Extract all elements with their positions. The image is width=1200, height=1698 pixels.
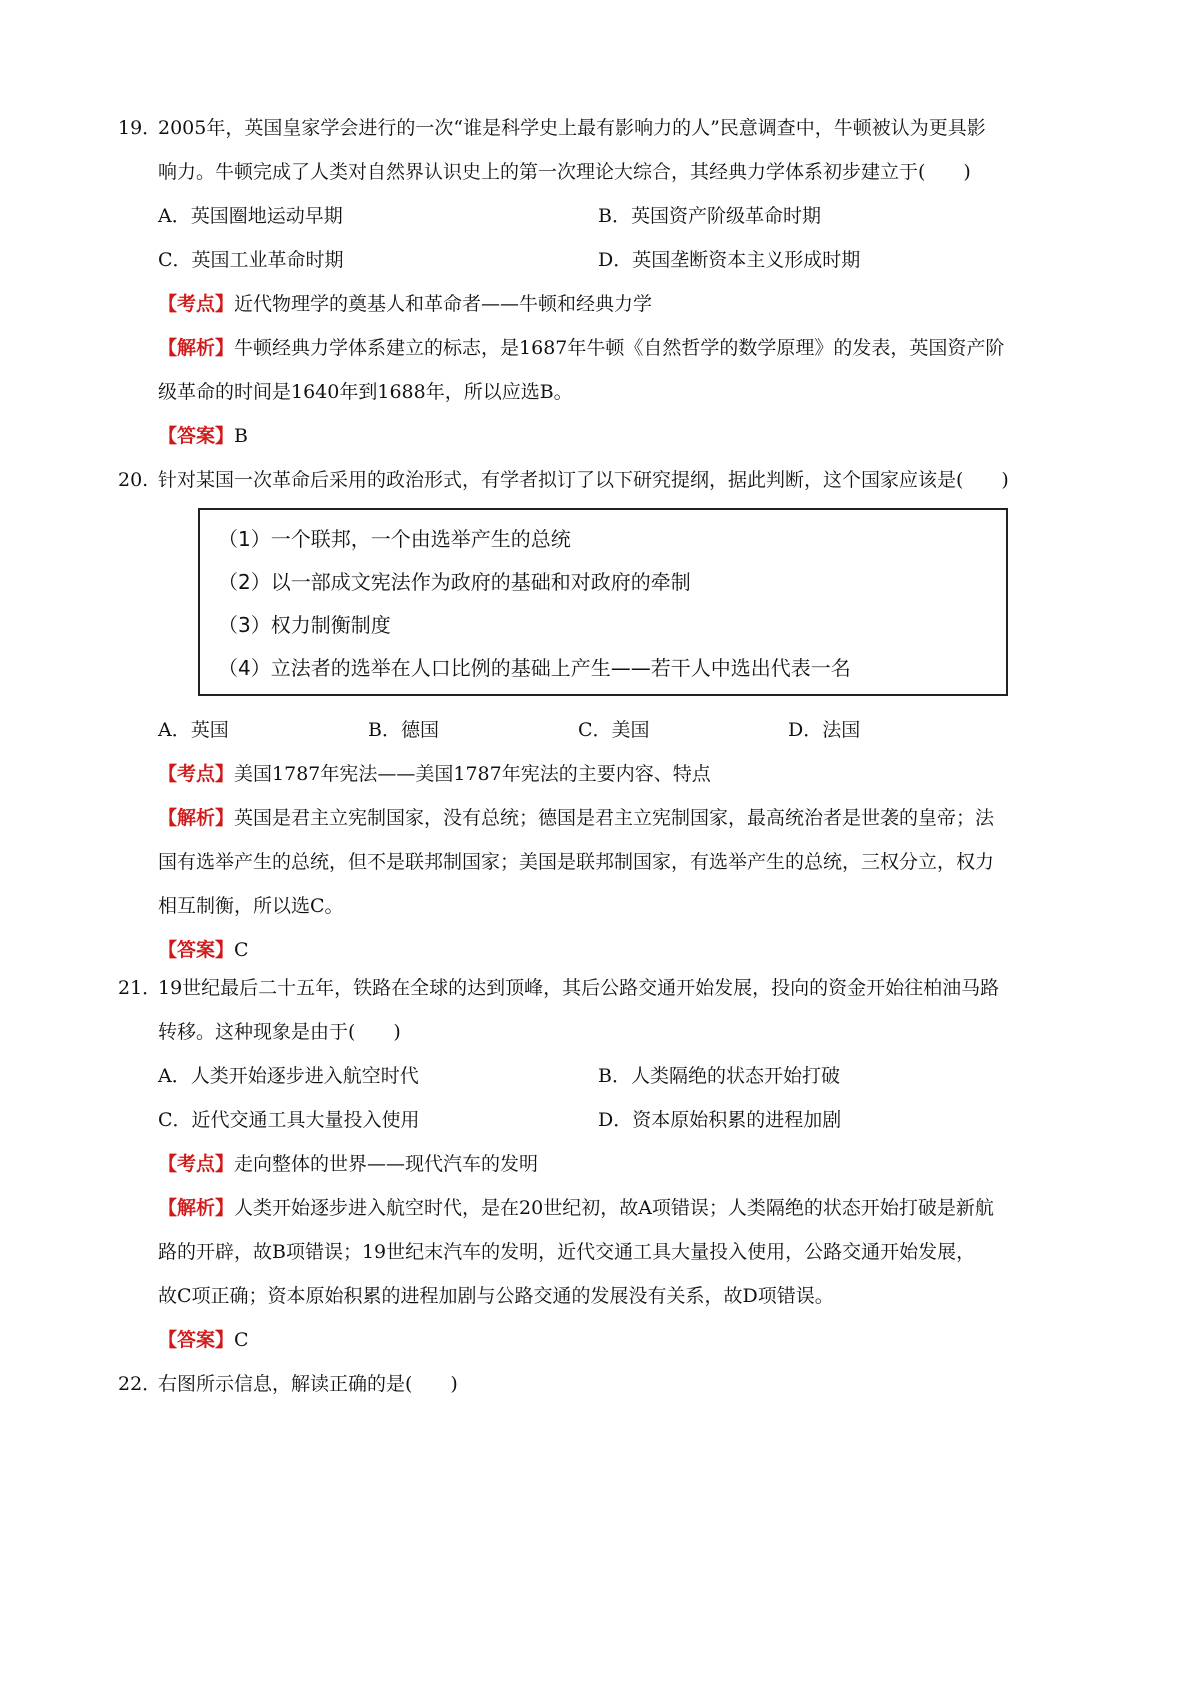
jiexi-line	[118, 326, 1098, 370]
daan-text: C	[234, 939, 249, 961]
daan-label: 【答案】	[158, 425, 235, 447]
kaodian-label: 【考点】	[158, 1153, 235, 1175]
question-number: 19．	[118, 117, 162, 139]
options-row	[118, 194, 1098, 238]
jiexi-line	[118, 1186, 1098, 1230]
question-stem: 19世纪最后二十五年，铁路在全球的达到顶峰，其后公路交通开始发展，投向的资金开始往柏油马路	[158, 977, 1000, 999]
question-stem-cont: 转移。这种现象是由于( )	[158, 1021, 401, 1043]
kaodian-label: 【考点】	[158, 763, 235, 785]
option-b: B．德国	[368, 719, 439, 741]
question-number: 22．	[118, 1373, 162, 1395]
daan-label: 【答案】	[158, 939, 235, 961]
option-c: C．美国	[578, 719, 650, 741]
kaodian-line	[118, 1142, 1098, 1186]
option-d: D．法国	[788, 719, 861, 741]
option-c: C．英国工业革命时期	[158, 249, 344, 271]
daan-line	[118, 1318, 1098, 1362]
jiexi-label: 【解析】	[158, 337, 235, 359]
jiexi-label: 【解析】	[158, 807, 235, 829]
jiexi-line-cont: 国有选举产生的总统，但不是联邦制国家；美国是联邦制国家，有选举产生的总统，三权分立，权力	[158, 851, 995, 873]
daan-line	[118, 414, 1098, 458]
kaodian-line	[118, 752, 1098, 796]
question-stem: 右图所示信息，解读正确的是( )	[158, 1373, 458, 1395]
options-row	[118, 1098, 1098, 1142]
question-stem: 2005年，英国皇家学会进行的一次“谁是科学史上最有影响力的人”民意调查中，牛顿被认为更具影	[158, 117, 986, 139]
daan-label: 【答案】	[158, 1329, 235, 1351]
kaodian-label: 【考点】	[158, 293, 235, 315]
jiexi-line-cont: 相互制衡，所以选C。	[158, 895, 344, 917]
option-b: B．人类隔绝的状态开始打破	[598, 1065, 840, 1087]
options-row	[118, 238, 1098, 282]
jiexi-line-cont: 路的开辟，故B项错误；19世纪末汽车的发明，近代交通工具大量投入使用，公路交通开始发展，	[158, 1241, 976, 1263]
jiexi-line	[118, 796, 1098, 840]
question-number: 20.	[118, 469, 149, 491]
jiexi-text: 人类开始逐步进入航空时代，是在20世纪初，故A项错误；人类隔绝的状态开始打破是新航	[234, 1197, 994, 1219]
question-20	[118, 458, 1098, 972]
kaodian-text: 美国1787年宪法——美国1787年宪法的主要内容、特点	[234, 763, 711, 785]
question-number: 21．	[118, 977, 162, 999]
options-row	[118, 1054, 1098, 1098]
outline-item-2: （2）以一部成文宪法作为政府的基础和对政府的牵制	[218, 570, 691, 594]
outline-item-3: （3）权力制衡制度	[218, 613, 391, 637]
daan-text: B	[234, 425, 248, 447]
daan-text: C	[234, 1329, 249, 1351]
question-stem-cont: 响力。牛顿完成了人类对自然界认识史上的第一次理论大综合，其经典力学体系初步建立于( )	[158, 161, 971, 183]
kaodian-line	[118, 282, 1098, 326]
outline-item-1: （1）一个联邦，一个由选举产生的总统	[218, 527, 571, 551]
question-stem: 针对某国一次革命后采用的政治形式，有学者拟订了以下研究提纲，据此判断，这个国家应该是( )	[158, 469, 1009, 491]
kaodian-text: 走向整体的世界——现代汽车的发明	[234, 1153, 539, 1175]
option-a: A．人类开始逐步进入航空时代	[158, 1065, 419, 1087]
jiexi-line-cont: 故C项正确；资本原始积累的进程加剧与公路交通的发展没有关系，故D项错误。	[158, 1285, 834, 1307]
outline-box	[198, 508, 1008, 696]
jiexi-text: 英国是君主立宪制国家，没有总统；德国是君主立宪制国家，最高统治者是世袭的皇帝；法	[234, 807, 995, 829]
outline-item-4: （4）立法者的选举在人口比例的基础上产生——若干人中选出代表一名	[218, 656, 851, 680]
option-d: D．英国垄断资本主义形成时期	[598, 249, 861, 271]
jiexi-text: 牛顿经典力学体系建立的标志，是1687年牛顿《自然哲学的数学原理》的发表，英国资产阶	[234, 337, 1005, 359]
option-c: C．近代交通工具大量投入使用	[158, 1109, 420, 1131]
jiexi-label: 【解析】	[158, 1197, 235, 1219]
option-d: D．资本原始积累的进程加剧	[598, 1109, 842, 1131]
question-19	[118, 106, 1098, 458]
kaodian-text: 近代物理学的奠基人和革命者——牛顿和经典力学	[234, 293, 653, 315]
option-a: A．英国	[158, 719, 229, 741]
jiexi-line-cont: 级革命的时间是1640年到1688年，所以应选B。	[158, 381, 573, 403]
question-21	[118, 966, 1098, 1362]
question-22	[118, 1362, 1098, 1406]
options-row	[118, 708, 1098, 752]
option-b: B．英国资产阶级革命时期	[598, 205, 821, 227]
option-a: A．英国圈地运动早期	[158, 205, 343, 227]
